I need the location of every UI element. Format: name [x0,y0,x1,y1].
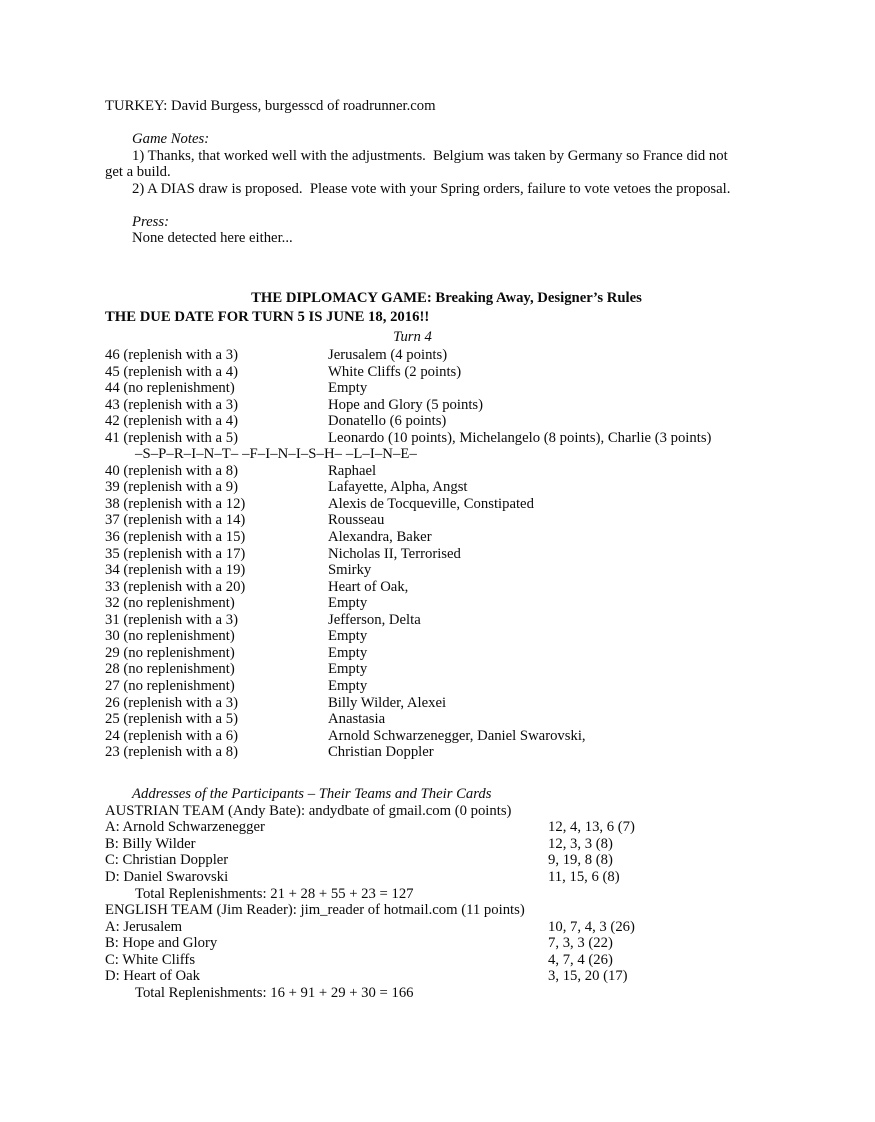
turn-row-contents: Jerusalem (4 points) [328,347,448,364]
rider-name: A: Jerusalem [105,918,183,935]
spacer [105,197,780,214]
turn-row-space: 30 (no replenishment) [105,628,235,645]
turn-row-contents: Heart of Oak, [328,578,409,595]
rider-cards: 11, 15, 6 (8) [548,868,620,885]
turn-row-space: 26 (replenish with a 3) [105,694,238,711]
press-body: None detected here either... [132,230,293,247]
document-title: THE DIPLOMACY GAME: Breaking Away, Designer’s Rules [251,290,642,307]
turn-table-row [105,347,780,364]
rider-cards: 10, 7, 4, 3 (26) [548,918,635,935]
turn-row-space: 25 (replenish with a 5) [105,711,238,728]
rider-name: D: Heart of Oak [105,968,201,985]
turn-row-space: 33 (replenish with a 20) [105,578,246,595]
turn-row-contents: Empty [328,628,368,645]
turn-table-row [105,695,780,712]
turn-row-space: 39 (replenish with a 9) [105,479,238,496]
game-note-1-line-2: get a build. [105,164,171,181]
turn-row-contents: Lafayette, Alpha, Angst [328,479,468,496]
turn-row-contents: Rousseau [328,512,385,529]
turn-row-space: 37 (replenish with a 14) [105,512,246,529]
turn-table-row [105,595,780,612]
turn-table-row [105,744,780,761]
game-notes-heading: Game Notes: [132,131,210,148]
turn-row-contents: Empty [328,644,368,661]
due-date-title: THE DUE DATE FOR TURN 5 IS JUNE 18, 2016!! [105,309,430,326]
turn-row-contents: Billy Wilder, Alexei [328,694,447,711]
teams-container [105,803,780,1002]
turn-row-space: 43 (replenish with a 3) [105,396,238,413]
turn-row-contents: Raphael [328,462,377,479]
spacer [105,777,780,786]
turn-row-contents: Leonardo (10 points), Michelangelo (8 points), Charlie (3 points) [328,429,712,446]
turn-table-row [105,661,780,678]
team-total-replenishments: Total Replenishments: 21 + 28 + 55 + 23 = 127 [135,885,414,902]
spacer [105,247,780,264]
turn-row-space: 34 (replenish with a 19) [105,562,246,579]
turn-table-row [105,711,780,728]
team-rider-row [105,852,780,869]
turn-row-space: 31 (replenish with a 3) [105,611,238,628]
press-heading: Press: [132,213,169,230]
rider-cards: 12, 4, 13, 6 (7) [548,819,635,836]
turn-table-top [105,347,780,446]
spacer [105,280,780,289]
team-rider-row [105,919,780,936]
turn-row-space: 44 (no replenishment) [105,380,235,397]
turn-table-row [105,479,780,496]
turn-row-space: 36 (replenish with a 15) [105,529,246,546]
turn-row-contents: Empty [328,380,368,397]
team-rider-row [105,836,780,853]
rider-name: B: Hope and Glory [105,935,218,952]
rider-cards: 4, 7, 4 (26) [548,951,613,968]
team-rider-row [105,952,780,969]
team-header: AUSTRIAN TEAM (Andy Bate): andydbate of gmail.com (0 points) [105,802,512,819]
turn-row-space: 27 (no replenishment) [105,677,235,694]
turn-table-row [105,529,780,546]
rider-name: A: Arnold Schwarzenegger [105,819,265,836]
team-rider-row [105,968,780,985]
turn-row-contents: Christian Doppler [328,744,434,761]
spacer [105,115,780,132]
turn-table-row [105,728,780,745]
turn-table-row [105,463,780,480]
turn-row-contents: Empty [328,595,368,612]
turn-table-row [105,512,780,529]
turn-row-contents: Empty [328,677,368,694]
turn-table-row [105,430,780,447]
team-rider-row [105,869,780,886]
team-rider-row [105,935,780,952]
turn-row-contents: Anastasia [328,711,386,728]
rider-cards: 9, 19, 8 (8) [548,852,613,869]
turn-row-contents: Smirky [328,562,372,579]
rider-name: B: Billy Wilder [105,835,196,852]
game-note-1-line-1: 1) Thanks, that worked well with the adjustments. Belgium was taken by Germany so France did not [132,147,728,164]
team-header: ENGLISH TEAM (Jim Reader): jim_reader of hotmail.com (11 points) [105,902,525,919]
turn-row-contents: Alexis de Tocqueville, Constipated [328,495,534,512]
rider-cards: 3, 15, 20 (17) [548,968,628,985]
turn-table-row [105,645,780,662]
turn-table-row [105,496,780,513]
team-total-replenishments: Total Replenishments: 16 + 91 + 29 + 30 = 166 [135,984,414,1001]
rider-name: C: White Cliffs [105,951,196,968]
sprint-finish-line: –S–P–R–I–N–T– –F–I–N–I–S–H– –L–I–N–E– [135,446,417,463]
turn-table-row [105,579,780,596]
turn-row-contents: Nicholas II, Terrorised [328,545,461,562]
turn-table-row [105,397,780,414]
turn-row-contents: Empty [328,661,368,678]
turn-table-bottom [105,463,780,761]
turn-label: Turn 4 [393,329,432,346]
turn-table-row [105,380,780,397]
turn-row-space: 24 (replenish with a 6) [105,727,238,744]
turn-row-contents: White Cliffs (2 points) [328,363,462,380]
rider-name: D: Daniel Swarovski [105,868,229,885]
turn-row-contents: Alexandra, Baker [328,529,432,546]
rider-cards: 12, 3, 3 (8) [548,835,613,852]
turn-table-row [105,678,780,695]
turn-row-space: 41 (replenish with a 5) [105,429,238,446]
turn-table-row [105,546,780,563]
turn-table-row [105,364,780,381]
spacer [105,761,780,778]
turn-row-space: 45 (replenish with a 4) [105,363,238,380]
turn-table-row [105,562,780,579]
turn-row-contents: Donatello (6 points) [328,413,447,430]
turn-table-row [105,628,780,645]
addresses-heading: Addresses of the Participants – Their Teams and Their Cards [132,786,492,803]
turn-table-row [105,612,780,629]
turn-row-space: 35 (replenish with a 17) [105,545,246,562]
turkey-contact-line: TURKEY: David Burgess, burgesscd of roadrunner.com [105,98,436,114]
turn-row-space: 40 (replenish with a 8) [105,462,238,479]
spacer [105,263,780,280]
turn-table-row [105,413,780,430]
turn-row-contents: Hope and Glory (5 points) [328,396,484,413]
turn-row-space: 46 (replenish with a 3) [105,347,238,364]
team-rider-row [105,819,780,836]
turn-row-space: 28 (no replenishment) [105,661,235,678]
turn-row-space: 32 (no replenishment) [105,595,235,612]
turn-row-contents: Jefferson, Delta [328,611,421,628]
turn-row-space: 23 (replenish with a 8) [105,744,238,761]
turn-row-space: 38 (replenish with a 12) [105,495,246,512]
turn-row-space: 42 (replenish with a 4) [105,413,238,430]
rider-name: C: Christian Doppler [105,852,229,869]
game-note-2: 2) A DIAS draw is proposed. Please vote with your Spring orders, failure to vote vetoes the proposal. [132,180,731,197]
rider-cards: 7, 3, 3 (22) [548,935,613,952]
turn-row-space: 29 (no replenishment) [105,644,235,661]
turn-row-contents: Arnold Schwarzenegger, Daniel Swarovski, [328,727,586,744]
